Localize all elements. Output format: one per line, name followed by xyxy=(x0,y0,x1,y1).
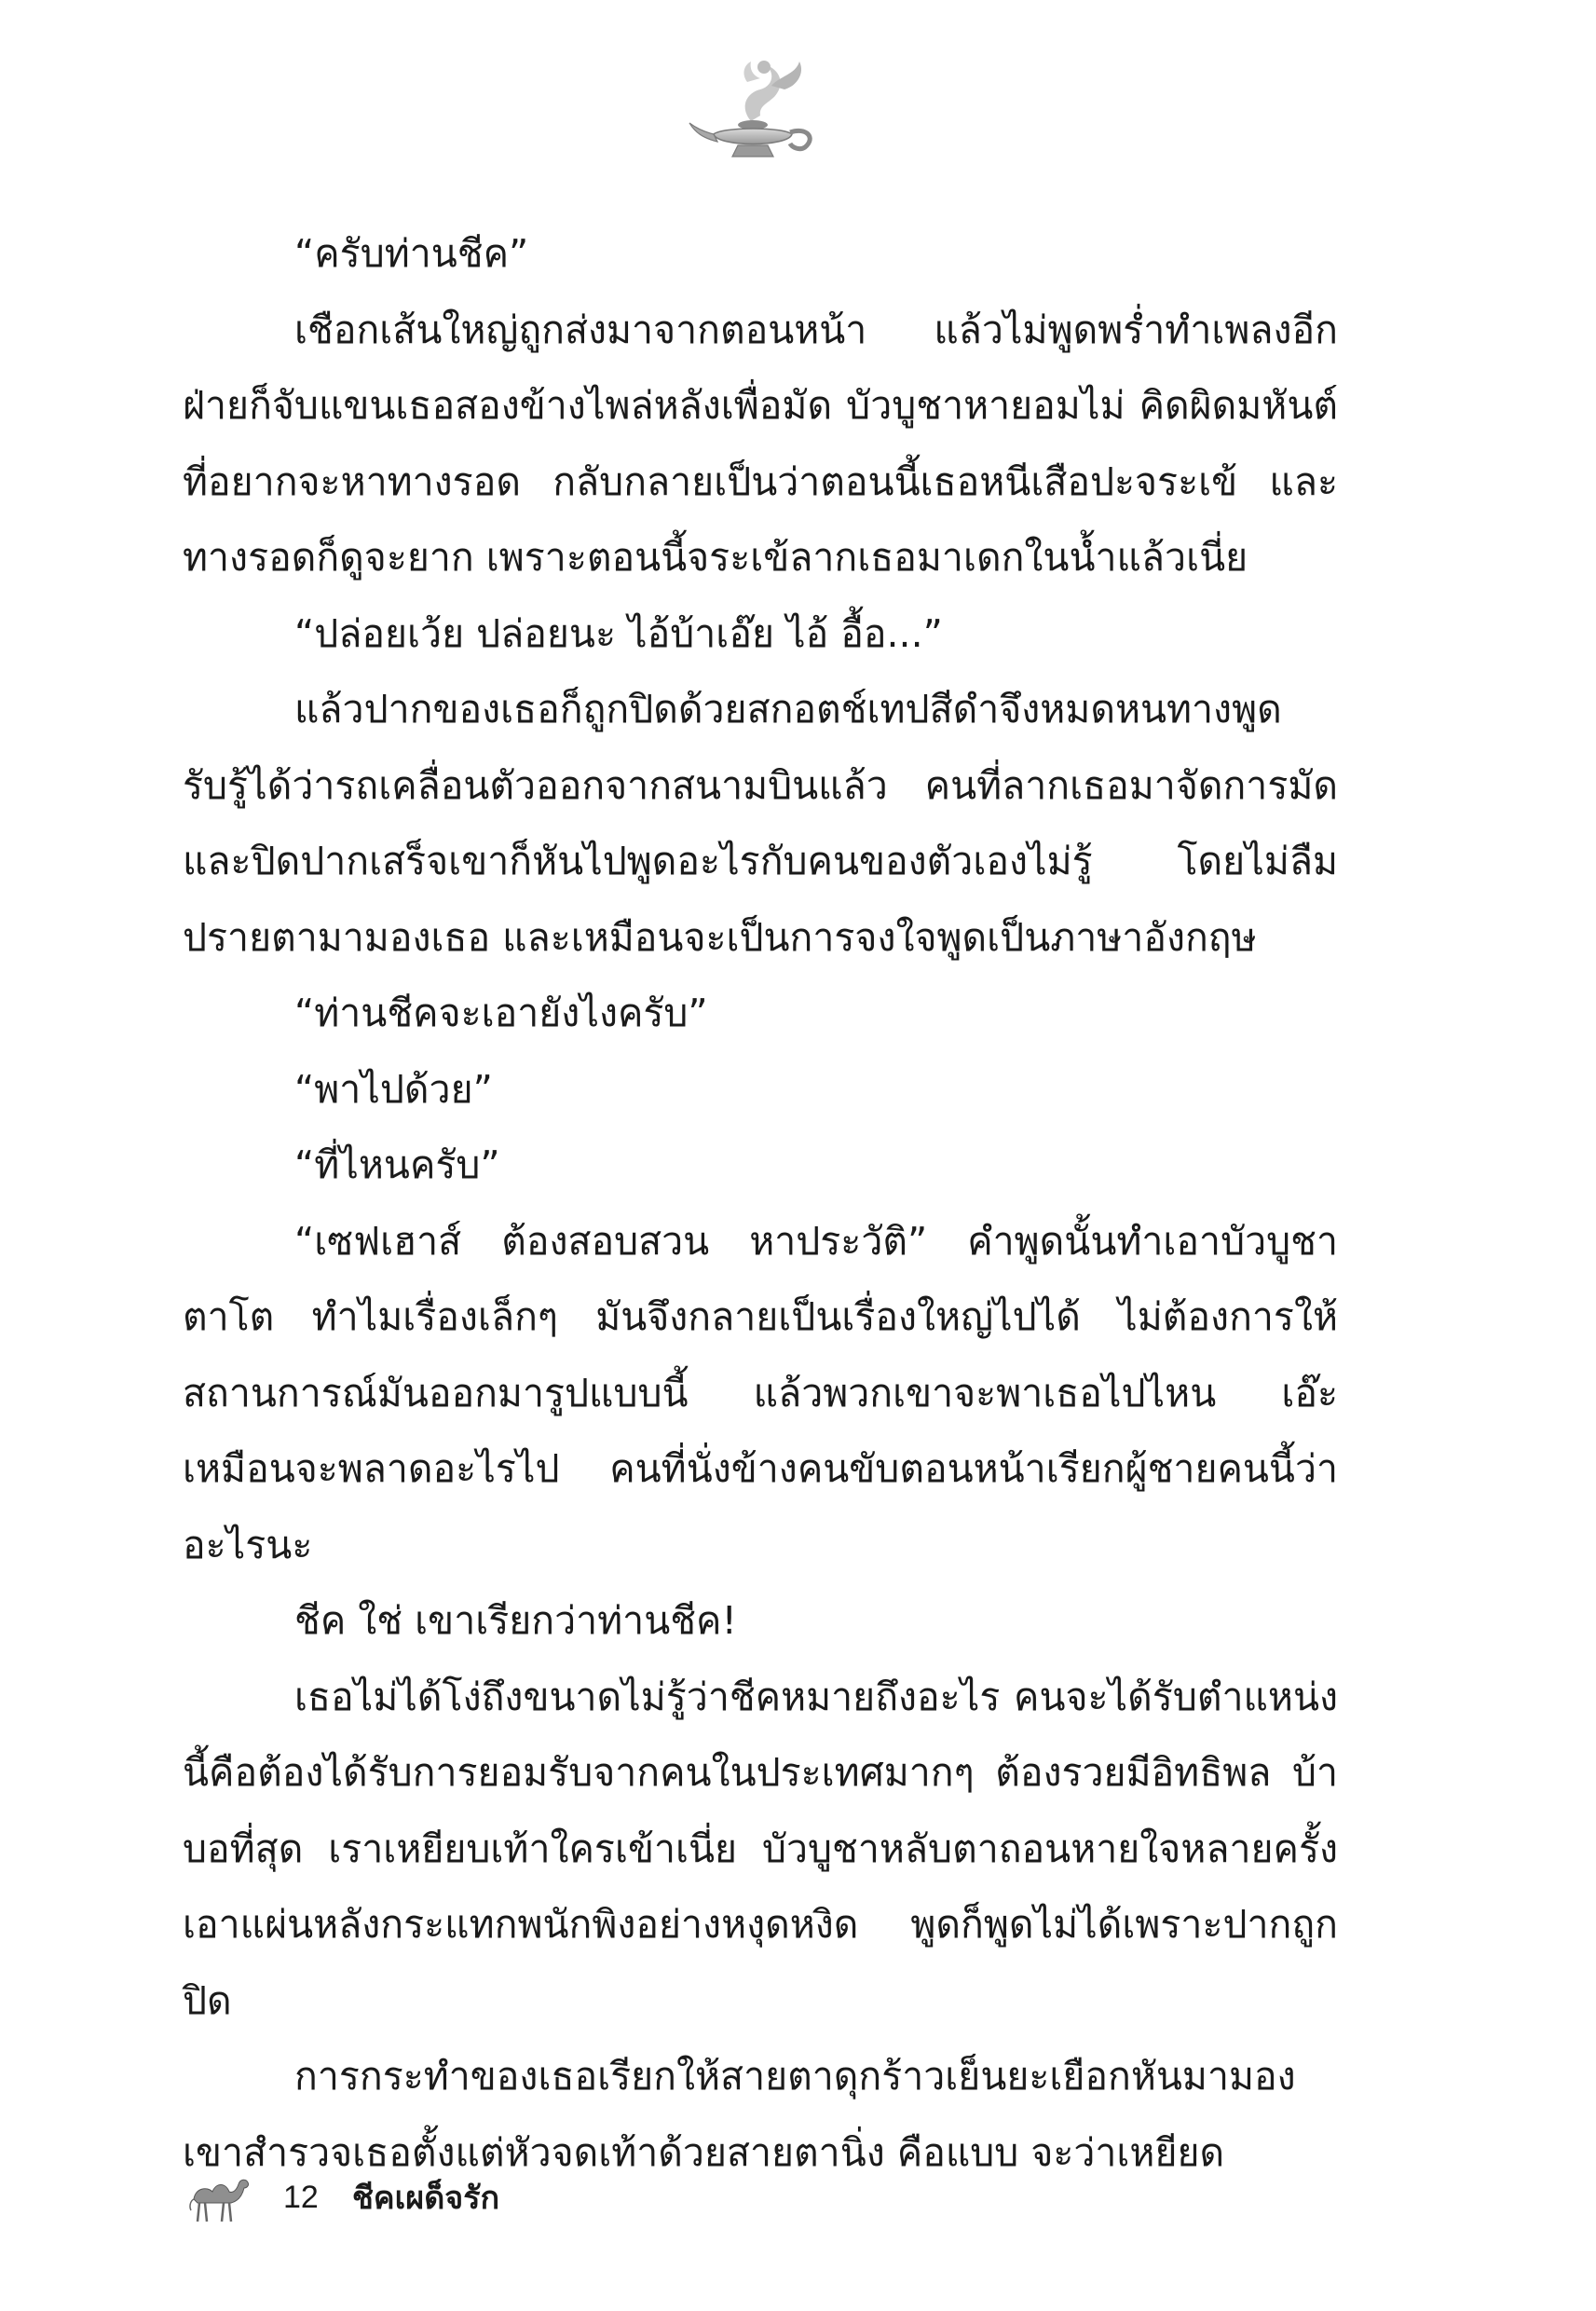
paragraph: “พาไปด้วย” xyxy=(294,1066,493,1112)
paragraph: แล้วปากของเธอก็ถูกปิดด้วยสกอตช์เทปสีดำจึงหมดหนทางพูด รับรู้ได้ว่ารถเคลื่อนตัวออกจากสนามบินแล้ว คนที่ลากเธอมาจัดการมัดและปิดปากเสร็จเขาก็หันไปพูดอะไรกับคนของตัวเองไม่รู้ โดยไม่ลืมปรายตามามองเธอ และเหมือนจะเป็นการจงใจพูดเป็นภาษาอังกฤษ xyxy=(183,687,1338,960)
genie-lamp-icon xyxy=(686,48,825,166)
paragraph: “เซฟเฮาส์ ต้องสอบสวน หาประวัติ” คำพูดนั้นทำเอาบัวบูชาตาโต ทำไมเรื่องเล็กๆ มันจึงกลายเป็นเรื่องใหญ่ไปได้ ไม่ต้องการให้สถานการณ์มันออกมารูปแบบนี้ แล้วพวกเขาจะพาเธอไปไหน เอ๊ะเหมือนจะพลาดอะไรไป คนที่นั่งข้างคนขับตอนหน้าเรียกผู้ชายคนนี้ว่าอะไรนะ xyxy=(183,1218,1338,1567)
body-text xyxy=(183,216,1338,2191)
paragraph: การกระทำของเธอเรียกให้สายตาดุกร้าวเย็นยะเยือกหันมามองเขาสำรวจเธอตั้งแต่หัวจดเท้าด้วยสายตานิ่ง คือแบบ จะว่าเหยียด xyxy=(183,2054,1296,2175)
paragraph: เธอไม่ได้โง่ถึงขนาดไม่รู้ว่าชีคหมายถึงอะไร คนจะได้รับตำแหน่งนี้คือต้องได้รับการยอมรับจากคนในประเทศมากๆ ต้องรวยมีอิทธิพล บ้าบอที่สุด เราเหยียบเท้าใครเข้าเนี่ย บัวบูชาหลับตาถอนหายใจหลายครั้ง เอาแผ่นหลังกระแทกพนักพิงอย่างหงุดหงิด พูดก็พูดไม่ได้เพราะปากถูกปิด xyxy=(183,1674,1338,2023)
paragraph: “ครับท่านชีค” xyxy=(294,231,529,276)
paragraph: เชือกเส้นใหญ่ถูกส่งมาจากตอนหน้า แล้วไม่พูดพร่ำทำเพลงอีกฝ่ายก็จับแขนเธอสองข้างไพล่หลังเพื่อมัด บัวบูชาหายอมไม่ คิดผิดมหันต์ที่อยากจะหาทางรอด กลับกลายเป็นว่าตอนนี้เธอหนีเสือปะจระเข้ และทางรอดก็ดูจะยาก เพราะตอนนี้จระเข้ลากเธอมาเดกในน้ำแล้วเนี่ย xyxy=(183,307,1338,580)
page-footer xyxy=(186,2167,499,2227)
paragraph: ชีค ใช่ เขาเรียกว่าท่านชีค! xyxy=(294,1598,737,1643)
paragraph: “ที่ไหนครับ” xyxy=(294,1142,500,1187)
page-number: 12 xyxy=(283,2179,319,2215)
paragraph: “ท่านชีคจะเอายังไงครับ” xyxy=(294,991,708,1035)
camel-icon xyxy=(186,2171,252,2223)
book-title: ชีคเผด็จรัก xyxy=(351,2180,500,2217)
paragraph: “ปล่อยเว้ย ปล่อยนะ ไอ้บ้าเอ๊ย ไอ้ อื้อ...” xyxy=(294,610,943,656)
